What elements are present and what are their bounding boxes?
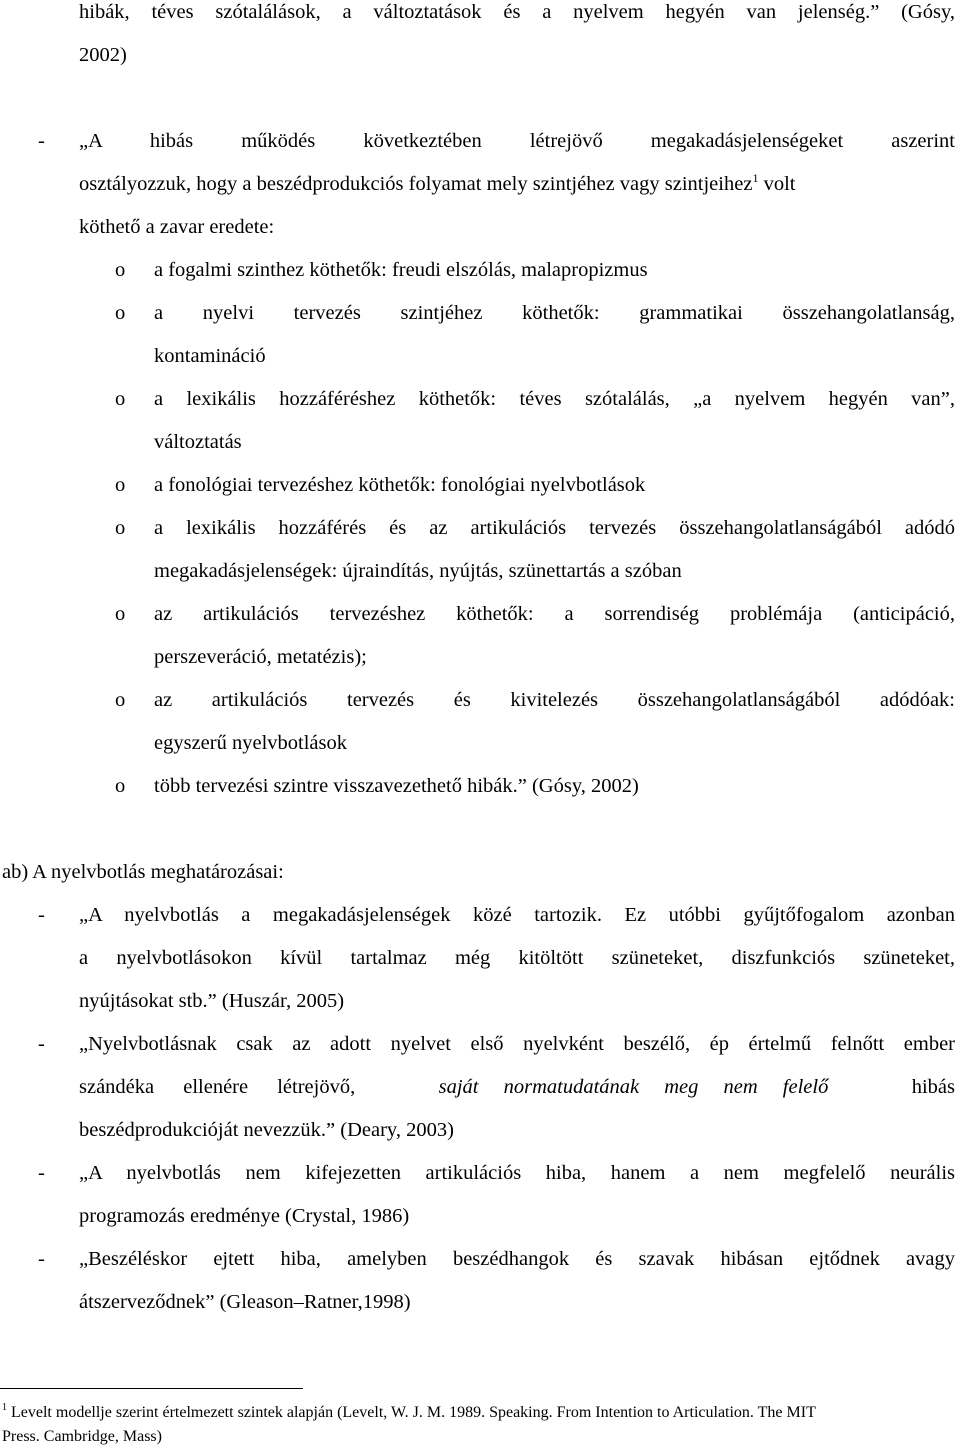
sub-item-4-line-1: a fonológiai tervezéshez köthetők: fonológiai nyelvbotlások xyxy=(154,474,646,496)
def1-line-3: nyújtásokat stb.” (Huszár, 2005) xyxy=(79,990,345,1012)
sub-item-2-line-2: kontamináció xyxy=(154,345,266,367)
sub-bullet: o xyxy=(115,775,126,797)
section-heading: ab) A nyelvbotlás meghatározásai: xyxy=(2,861,284,883)
sub-item-5-line-1: a lexikális hozzáférés és az artikulációs tervezés összehangolatlanságából adódó xyxy=(154,517,955,539)
def2-line-2-italic: saját normatudatának meg nem felelő xyxy=(438,1076,829,1098)
sub-item-5-line-2: megakadásjelenségek: újraindítás, nyújtás, szünettartás a szóban xyxy=(154,560,682,582)
def2-line-2-start: szándéka ellenére létrejövő, xyxy=(79,1076,356,1098)
def2-line-2 xyxy=(79,1077,955,1098)
sub-item-3-line-1: a lexikális hozzáféréshez köthetők: téves szótalálás, „a nyelvem hegyén van”, xyxy=(154,388,955,410)
sub-bullet: o xyxy=(115,388,126,410)
list-dash: - xyxy=(38,904,45,926)
sub-item-2-line-1: a nyelvi tervezés szintjéhez köthetők: grammatikai összehangolatlanság, xyxy=(154,302,955,324)
list-dash: - xyxy=(38,1248,45,1270)
sub-item-7-line-1: az artikulációs tervezés és kivitelezés összehangolatlanságából adódóak: xyxy=(154,689,955,711)
sub-item-6-line-2: perszeveráció, metatézis); xyxy=(154,646,367,668)
def4-line-2: átszerveződnek” (Gleason–Ratner,1998) xyxy=(79,1291,411,1313)
sub-item-7-line-2: egyszerű nyelvbotlások xyxy=(154,732,347,754)
sub-item-3-line-2: változtatás xyxy=(154,431,242,453)
sub-item-1-line-1: a fogalmi szinthez köthetők: freudi elszólás, malapropizmus xyxy=(154,259,648,281)
sub-bullet: o xyxy=(115,302,126,324)
def2-line-2-end: hibás xyxy=(911,1076,955,1098)
def1-line-1: „A nyelvbotlás a megakadásjelenségek közé tartozik. Ez utóbbi gyűjtőfogalom azonban xyxy=(79,904,955,926)
footnote-line-2: Press. Cambridge, Mass) xyxy=(2,1428,162,1445)
sub-item-6-line-1: az artikulációs tervezéshez köthetők: a sorrendiség problémája (anticipáció, xyxy=(154,603,955,625)
def1-line-2: a nyelvbotlásokon kívül tartalmaz még kitöltött szüneteket, diszfunkciós szüneteket, xyxy=(79,947,955,969)
footnote-separator xyxy=(0,1388,303,1389)
item1-line-2-end: volt xyxy=(758,173,796,195)
footnote-marker: 1 xyxy=(2,1402,7,1413)
item1-line-2-text: osztályozzuk, hogy a beszédprodukciós folyamat mely szintjéhez vagy szintjeihez xyxy=(79,173,753,195)
def3-line-2: programozás eredménye (Crystal, 1986) xyxy=(79,1205,410,1227)
sub-bullet: o xyxy=(115,689,126,711)
footnote-ref: 1 xyxy=(752,171,759,185)
item1-line-3: köthető a zavar eredete: xyxy=(79,216,275,238)
footnote-line-1 xyxy=(2,1402,816,1421)
footnote-text: Levelt modellje szerint értelmezett szintek alapján (Levelt, W. J. M. 1989. Speaking. From Intention to Articulation. The MIT xyxy=(7,1404,816,1421)
item1-line-1: „A hibás működés következtében létrejövő megakadásjelenségeket aszerint xyxy=(79,130,955,152)
intro-line-2: 2002) xyxy=(79,44,127,66)
sub-bullet: o xyxy=(115,517,126,539)
item1-line-2 xyxy=(79,171,796,195)
intro-line-1: hibák, téves szótalálások, a változtatások és a nyelvem hegyén van jelenség.” (Gósy, xyxy=(79,1,955,23)
def2-line-3: beszédprodukcióját nevezzük.” (Deary, 2003) xyxy=(79,1119,454,1141)
list-dash: - xyxy=(38,1162,45,1184)
list-dash: - xyxy=(38,1033,45,1055)
def3-line-1: „A nyelvbotlás nem kifejezetten artikulációs hiba, hanem a nem megfelelő neurális xyxy=(79,1162,955,1184)
sub-bullet: o xyxy=(115,474,126,496)
def2-line-1: „Nyelvbotlásnak csak az adott nyelvet első nyelvként beszélő, ép értelmű felnőtt ember xyxy=(79,1033,955,1055)
sub-bullet: o xyxy=(115,259,126,281)
list-dash: - xyxy=(38,130,45,152)
sub-item-8-line-1: több tervezési szintre visszavezethető hibák.” (Gósy, 2002) xyxy=(154,775,639,797)
sub-bullet: o xyxy=(115,603,126,625)
def4-line-1: „Beszéléskor ejtett hiba, amelyben beszédhangok és szavak hibásan ejtődnek avagy xyxy=(79,1248,955,1270)
